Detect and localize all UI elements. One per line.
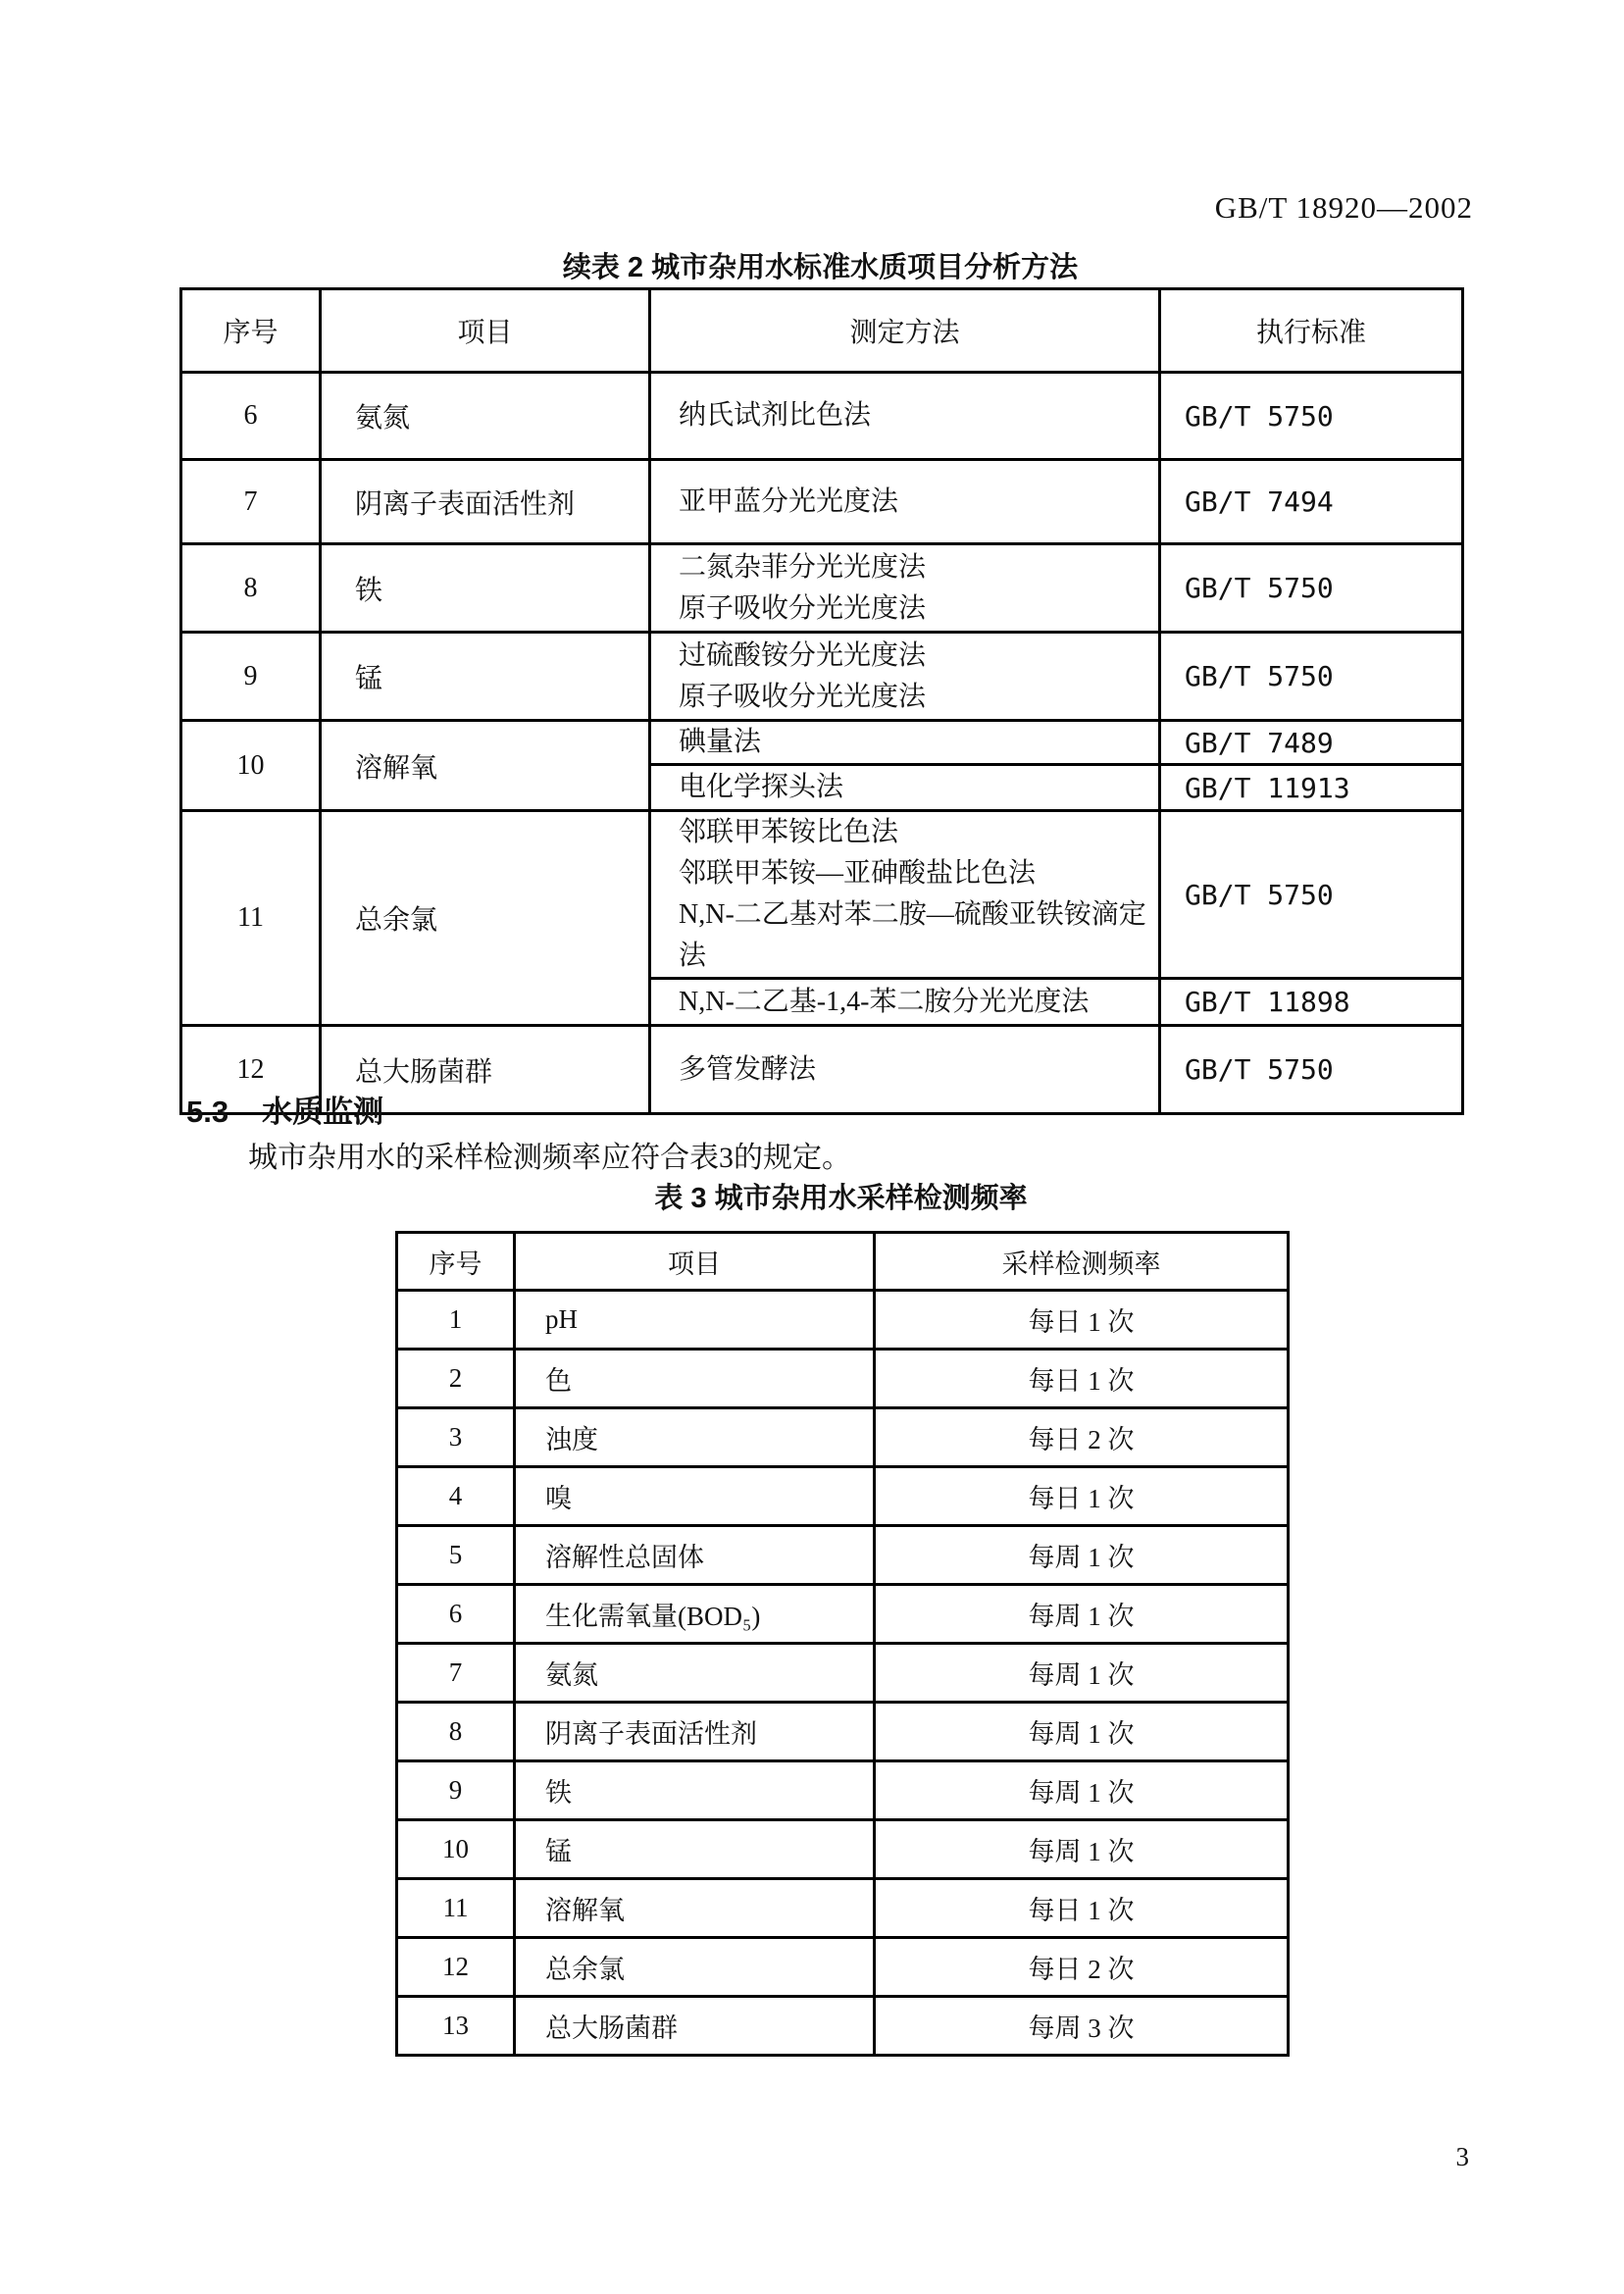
table3-cell-item: 浊度: [515, 1408, 875, 1467]
table-row: [181, 373, 1463, 460]
table-row: [397, 1585, 1289, 1644]
table2-header-item: 项目: [321, 289, 650, 373]
table-row: [397, 1408, 1289, 1467]
table-row: [397, 1938, 1289, 1997]
table-row: [397, 1526, 1289, 1585]
table3-cell-item: 氨氮: [515, 1644, 875, 1703]
table-row: [397, 1879, 1289, 1938]
method-line: 邻联甲苯铵比色法: [679, 817, 899, 847]
table2-cell-no: 7: [181, 460, 321, 544]
table3-cell-no: 13: [397, 1997, 515, 2056]
table2-cell-standard: GB/T 5750: [1160, 373, 1463, 460]
table2-header-method: 测定方法: [650, 289, 1160, 373]
document-code: GB/T 18920—2002: [1214, 190, 1473, 225]
table3-title: 表 3 城市杂用水采样检测频率: [654, 1183, 1028, 1214]
table3-cell-frequency: 每周 1 次: [875, 1820, 1289, 1879]
table2-cell-method: 电化学探头法: [650, 765, 1160, 811]
table2-cell-method: [650, 544, 1160, 633]
table3-header-row: [397, 1233, 1289, 1291]
table-row: [397, 1644, 1289, 1703]
table-row: [397, 1761, 1289, 1820]
table3-cell-no: 6: [397, 1585, 515, 1644]
table3-cell-no: 10: [397, 1820, 515, 1879]
table2-cell-no: 9: [181, 633, 321, 721]
table2-cell-method: [650, 633, 1160, 721]
table3-cell-frequency: 每日 1 次: [875, 1291, 1289, 1350]
table3-cell-item: pH: [515, 1291, 875, 1350]
table2: [179, 287, 1464, 1115]
table2-cell-method: 碘量法: [650, 721, 1160, 765]
table2-cell-no: 11: [181, 811, 321, 1026]
table2-cell-standard: GB/T 11913: [1160, 765, 1463, 811]
table3-cell-no: 7: [397, 1644, 515, 1703]
table2-cell-standard: GB/T 7494: [1160, 460, 1463, 544]
table3-cell-item: 嗅: [515, 1467, 875, 1526]
table3-cell-frequency: 每周 3 次: [875, 1997, 1289, 2056]
table2-cell-item: 铁: [321, 544, 650, 633]
table2-title: 续表 2 城市杂用水标准水质项目分析方法: [562, 252, 1079, 283]
table2-cell-standard: GB/T 5750: [1160, 544, 1463, 633]
table-row: [397, 1820, 1289, 1879]
table3-cell-no: 4: [397, 1467, 515, 1526]
table3-cell-frequency: 每周 1 次: [875, 1526, 1289, 1585]
table2-header-standard: 执行标准: [1160, 289, 1463, 373]
table3-cell-item: 阴离子表面活性剂: [515, 1703, 875, 1761]
table2-cell-method: 亚甲蓝分光光度法: [650, 460, 1160, 544]
table2-cell-method: 多管发酵法: [650, 1026, 1160, 1114]
table3-cell-frequency: 每周 1 次: [875, 1644, 1289, 1703]
table3-cell-frequency: 每日 1 次: [875, 1350, 1289, 1408]
section-title: 水质监测: [262, 1095, 384, 1129]
table3-header-no: 序号: [397, 1233, 515, 1291]
table3-cell-no: 3: [397, 1408, 515, 1467]
table3-cell-no: 2: [397, 1350, 515, 1408]
table3-cell-frequency: 每日 2 次: [875, 1938, 1289, 1997]
method-line: 原子吸收分光光度法: [679, 592, 927, 624]
method-line: 邻联甲苯铵—亚砷酸盐比色法: [679, 858, 1037, 889]
method-line: N,N-二乙基对苯二胺—硫酸亚铁铵滴定法: [679, 899, 1146, 971]
table3-cell-item: 锰: [515, 1820, 875, 1879]
table-row: [181, 633, 1463, 721]
table3-header-item: 项目: [515, 1233, 875, 1291]
table2-header-row: [181, 289, 1463, 373]
table3-cell-item: 总大肠菌群: [515, 1997, 875, 2056]
table2-cell-no: 10: [181, 721, 321, 811]
table2-cell-standard: GB/T 5750: [1160, 1026, 1463, 1114]
table-row: [397, 1291, 1289, 1350]
table2-cell-no: 6: [181, 373, 321, 460]
method-line: 二氮杂菲分光光度法: [679, 551, 927, 583]
table3-cell-item: 溶解性总固体: [515, 1526, 875, 1585]
table3-cell-frequency: 每日 1 次: [875, 1879, 1289, 1938]
table-row: [181, 721, 1463, 765]
table-row: [397, 1997, 1289, 2056]
table2-cell-item: 氨氮: [321, 373, 650, 460]
section-heading: [186, 1087, 383, 1131]
table3-cell-no: 8: [397, 1703, 515, 1761]
table3-cell-frequency: 每日 1 次: [875, 1467, 1289, 1526]
table2-cell-item: 总大肠菌群: [321, 1026, 650, 1114]
table-row: [181, 811, 1463, 979]
table3-cell-item: 铁: [515, 1761, 875, 1820]
table2-cell-standard: GB/T 5750: [1160, 811, 1463, 979]
table-row: [181, 460, 1463, 544]
table2-cell-item: 阴离子表面活性剂: [321, 460, 650, 544]
table2-cell-no: 12: [181, 1026, 321, 1114]
table3-cell-frequency: 每周 1 次: [875, 1585, 1289, 1644]
table-row: [397, 1703, 1289, 1761]
table2-cell-method: 纳氏试剂比色法: [650, 373, 1160, 460]
table3-cell-item: 生化需氧量(BOD₅): [515, 1585, 875, 1644]
page-number: 3: [1455, 2142, 1469, 2171]
table2-cell-standard: GB/T 7489: [1160, 721, 1463, 765]
table3-cell-no: 9: [397, 1761, 515, 1820]
table3-cell-item: 总余氯: [515, 1938, 875, 1997]
table2-cell-item: 锰: [321, 633, 650, 721]
table3-header-frequency: 采样检测频率: [875, 1233, 1289, 1291]
table2-cell-standard: GB/T 5750: [1160, 633, 1463, 721]
table2-cell-no: 8: [181, 544, 321, 633]
table2-header-no: 序号: [181, 289, 321, 373]
table2-cell-method: N,N-二乙基-1,4-苯二胺分光光度法: [650, 979, 1160, 1026]
table3-cell-no: 5: [397, 1526, 515, 1585]
table3-cell-no: 1: [397, 1291, 515, 1350]
table2-cell-item: 溶解氧: [321, 721, 650, 811]
table3: [395, 1231, 1290, 2057]
method-line: 过硫酸铵分光光度法: [679, 639, 927, 671]
table3-cell-no: 11: [397, 1879, 515, 1938]
method-line: 原子吸收分光光度法: [679, 681, 927, 712]
table3-cell-frequency: 每周 1 次: [875, 1703, 1289, 1761]
table3-cell-item: 色: [515, 1350, 875, 1408]
table3-cell-no: 12: [397, 1938, 515, 1997]
table3-cell-item: 溶解氧: [515, 1879, 875, 1938]
table-row: [397, 1350, 1289, 1408]
section-number: 5.3: [186, 1095, 229, 1129]
table2-cell-method: [650, 811, 1160, 979]
table2-cell-item: 总余氯: [321, 811, 650, 1026]
table-row: [181, 544, 1463, 633]
table-row: [397, 1467, 1289, 1526]
table3-cell-frequency: 每日 2 次: [875, 1408, 1289, 1467]
table2-cell-standard: GB/T 11898: [1160, 979, 1463, 1026]
section-paragraph: 城市杂用水的采样检测频率应符合表3的规定。: [248, 1142, 851, 1174]
table3-cell-frequency: 每周 1 次: [875, 1761, 1289, 1820]
